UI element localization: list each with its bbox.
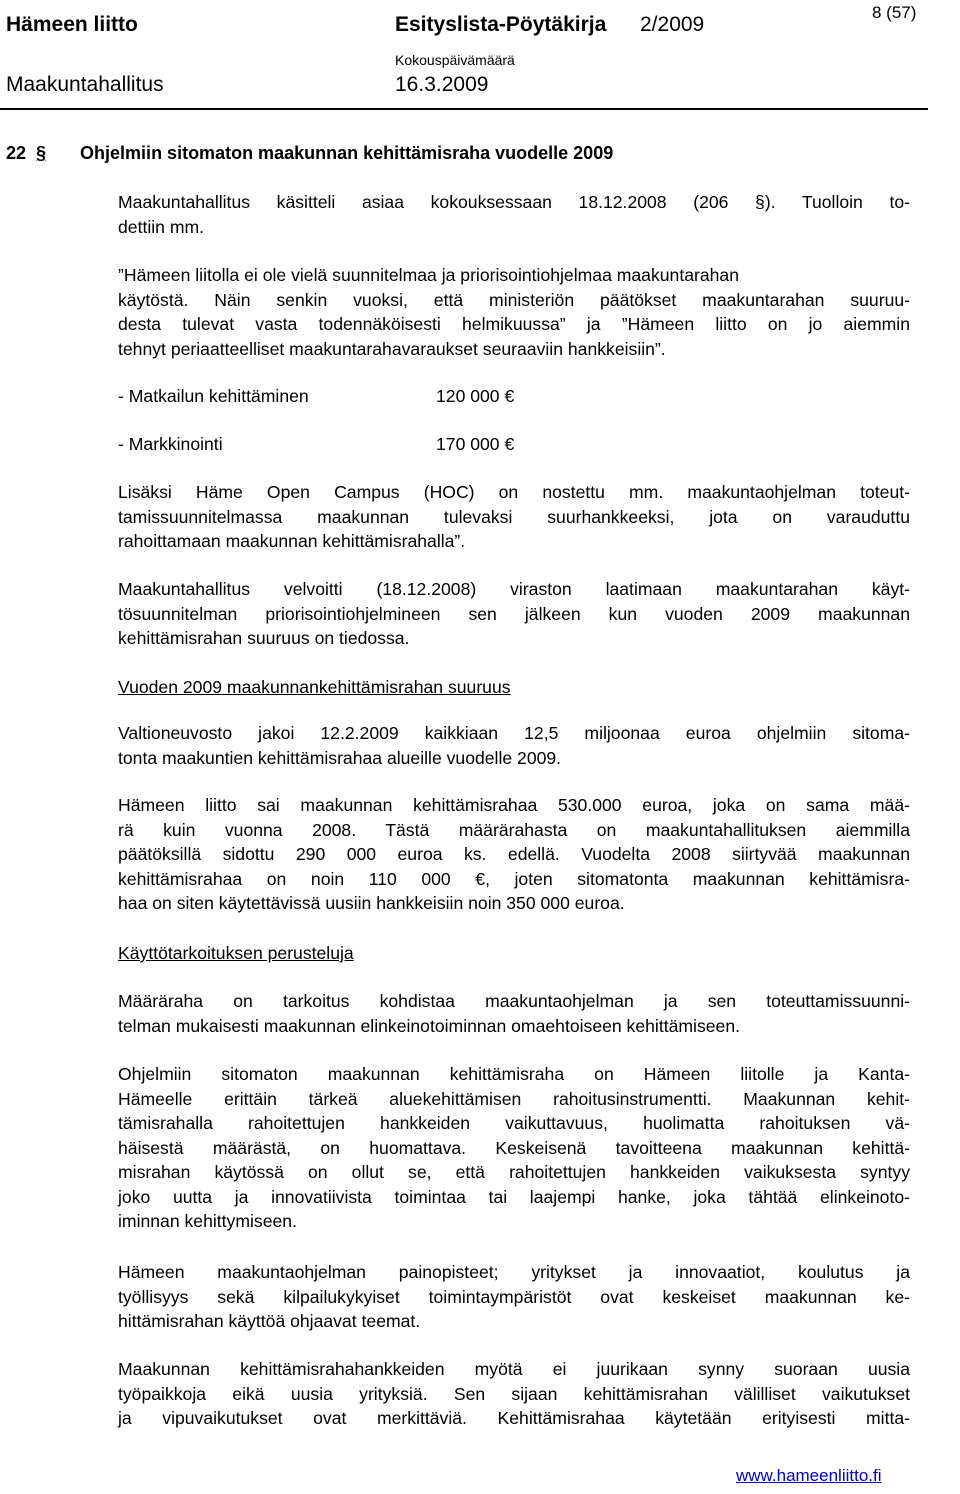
text-line: Maakunnan kehittämisrahahankkeiden myötä ei juurikaan synny suoraan uusia — [118, 1359, 910, 1379]
document-number: 2/2009 — [640, 13, 705, 36]
text-line: Valtioneuvosto jakoi 12.2.2009 kaikkiaan 12,5 miljoonaa euroa ohjelmiin sitoma- — [118, 723, 910, 743]
section-sign: § — [36, 143, 47, 163]
text-line: haa on siten käytettävissä uusiin hankkeisiin noin 350 000 euroa. — [118, 893, 625, 913]
paragraph-10 — [118, 1357, 910, 1431]
text-line: Ohjelmiin sitomaton maakunnan kehittämisraha on Hämeen liitolle ja Kanta- — [118, 1064, 910, 1084]
text-line: päätöksillä sidottu 290 000 euroa ks. edellä. Vuodelta 2008 siirtyvää maakunnan — [118, 844, 910, 864]
text-line: tamissuunnitelmassa maakunnan tulevaksi suurhankkeeksi, jota on varauduttu — [118, 506, 910, 527]
paragraph-6 — [118, 793, 910, 916]
text-line: tehnyt periaatteelliset maakuntarahavaraukset seuraaviin hankkeisiin”. — [118, 338, 666, 359]
text-line: ja vipuvaikutukset ovat merkittäviä. Kehittämisrahaa käytetään erityisesti mitta- — [118, 1408, 910, 1428]
text-line: työllisyys sekä kilpailukykyiset toimintaympäristöt ovat keskeiset maakunnan ke- — [118, 1286, 910, 1307]
website-link[interactable]: www.hameenliitto.fi — [736, 1466, 882, 1485]
amount-label: - Matkailun kehittäminen — [118, 386, 309, 406]
paragraph-9 — [118, 1260, 910, 1334]
amount-row — [118, 434, 515, 455]
text-line: Hämeen maakuntaohjelman painopisteet; yritykset ja innovaatiot, koulutus ja — [118, 1262, 910, 1282]
paragraph-7 — [118, 989, 910, 1038]
text-line: telman mukaisesti maakunnan elinkeinotoiminnan omaehtoiseen kehittämiseen. — [118, 1015, 741, 1036]
text-line: työpaikkoja eikä uusia yrityksiä. Sen sijaan kehittämisrahan välilliset vaikutukset — [118, 1383, 910, 1404]
header-divider — [0, 108, 928, 110]
body-name: Maakuntahallitus — [6, 73, 164, 96]
text-line: rä kuin vuonna 2008. Tästä määrärahasta on maakuntahallituksen aiemmilla — [118, 819, 910, 840]
paragraph-2 — [118, 263, 910, 361]
paragraph-1 — [118, 190, 910, 239]
page-number: 8 (57) — [872, 3, 917, 22]
text-line: tonta maakuntien kehittämisrahaa alueille vuodelle 2009. — [118, 747, 562, 768]
text-line: ”Hämeen liitolla ei ole vielä suunnitelmaa ja priorisointiohjelmaa maakuntarahan — [118, 265, 740, 285]
text-line: Maakuntahallitus käsitteli asiaa kokouksessaan 18.12.2008 (206 §). Tuolloin to- — [118, 192, 910, 212]
paragraph-4 — [118, 577, 910, 651]
text-line: Hämeen liitto sai maakunnan kehittämisrahaa 530.000 euroa, joka on sama mää- — [118, 795, 910, 815]
text-line: Määräraha on tarkoitus kohdistaa maakuntaohjelman ja sen toteuttamissuunni- — [118, 991, 910, 1011]
meeting-date: 16.3.2009 — [395, 73, 489, 96]
text-line: hittämisrahan käyttöä ohjaavat teemat. — [118, 1311, 421, 1331]
text-line: häisestä määrästä, on huomattava. Keskeisenä tavoitteena maakunnan kehittä- — [118, 1137, 910, 1158]
text-line: iminnan kehittymiseen. — [118, 1211, 297, 1231]
text-line: Lisäksi Häme Open Campus (HOC) on nostettu mm. maakuntaohjelman toteut- — [118, 482, 910, 502]
paragraph-5 — [118, 721, 910, 770]
text-line: Maakuntahallitus velvoitti (18.12.2008) viraston laatimaan maakuntarahan käyt- — [118, 579, 910, 599]
document-type: Esityslista-Pöytäkirja — [395, 13, 607, 36]
subheading-perusteluja — [118, 941, 910, 966]
section-title — [6, 143, 613, 164]
subheading-text: Käyttötarkoituksen perusteluja — [118, 943, 354, 963]
amount-value: 120 000 € — [436, 386, 515, 406]
amount-label: - Markkinointi — [118, 434, 223, 454]
text-line: joko uutta ja innovatiivista toimintaa tai laajempi hanke, joka tähtää elinkeinoto- — [118, 1186, 910, 1207]
amount-row — [118, 386, 515, 407]
text-line: rahoittamaan maakunnan kehittämisrahalla”. — [118, 531, 466, 551]
text-line: kehittämisrahan suuruus on tiedossa. — [118, 628, 410, 648]
text-line: tämisrahalla rahoitettujen hankkeiden vaikuttavuus, huolimatta rahoituksen vä- — [118, 1113, 910, 1133]
text-line: Hämeelle erittäin tärkeä aluekehittämisen rahoitusinstrumentti. Maakunnan kehit- — [118, 1088, 910, 1109]
section-title-text: Ohjelmiin sitomaton maakunnan kehittämisraha vuodelle 2009 — [80, 143, 614, 163]
text-line: kehittämisrahaa on noin 110 000 €, joten sitomatonta maakunnan kehittämisra- — [118, 868, 910, 889]
text-line: desta tulevat vasta todennäköisesti helmikuussa” ja ”Hämeen liitto on jo aiemmin — [118, 314, 910, 334]
subheading-text: Vuoden 2009 maakunnankehittämisrahan suuruus — [118, 677, 511, 697]
text-line: käytöstä. Näin senkin vuoksi, että ministeriön päätökset maakuntarahan suuruu- — [118, 289, 910, 310]
paragraph-8 — [118, 1062, 910, 1234]
subheading-rahan-suuruus — [118, 675, 910, 700]
text-line: dettiin mm. — [118, 216, 205, 237]
date-label: Kokouspäivämäärä — [395, 52, 515, 68]
paragraph-3 — [118, 480, 910, 554]
amount-value: 170 000 € — [436, 434, 515, 454]
organization-name: Hämeen liitto — [6, 13, 138, 36]
text-line: misrahan käytössä on ollut se, että rahoitettujen hankkeiden vaikuksesta syntyy — [118, 1162, 910, 1182]
section-number: 22 — [6, 143, 27, 163]
text-line: tösuunnitelman priorisointiohjelmineen sen jälkeen kun vuoden 2009 maakunnan — [118, 603, 910, 624]
